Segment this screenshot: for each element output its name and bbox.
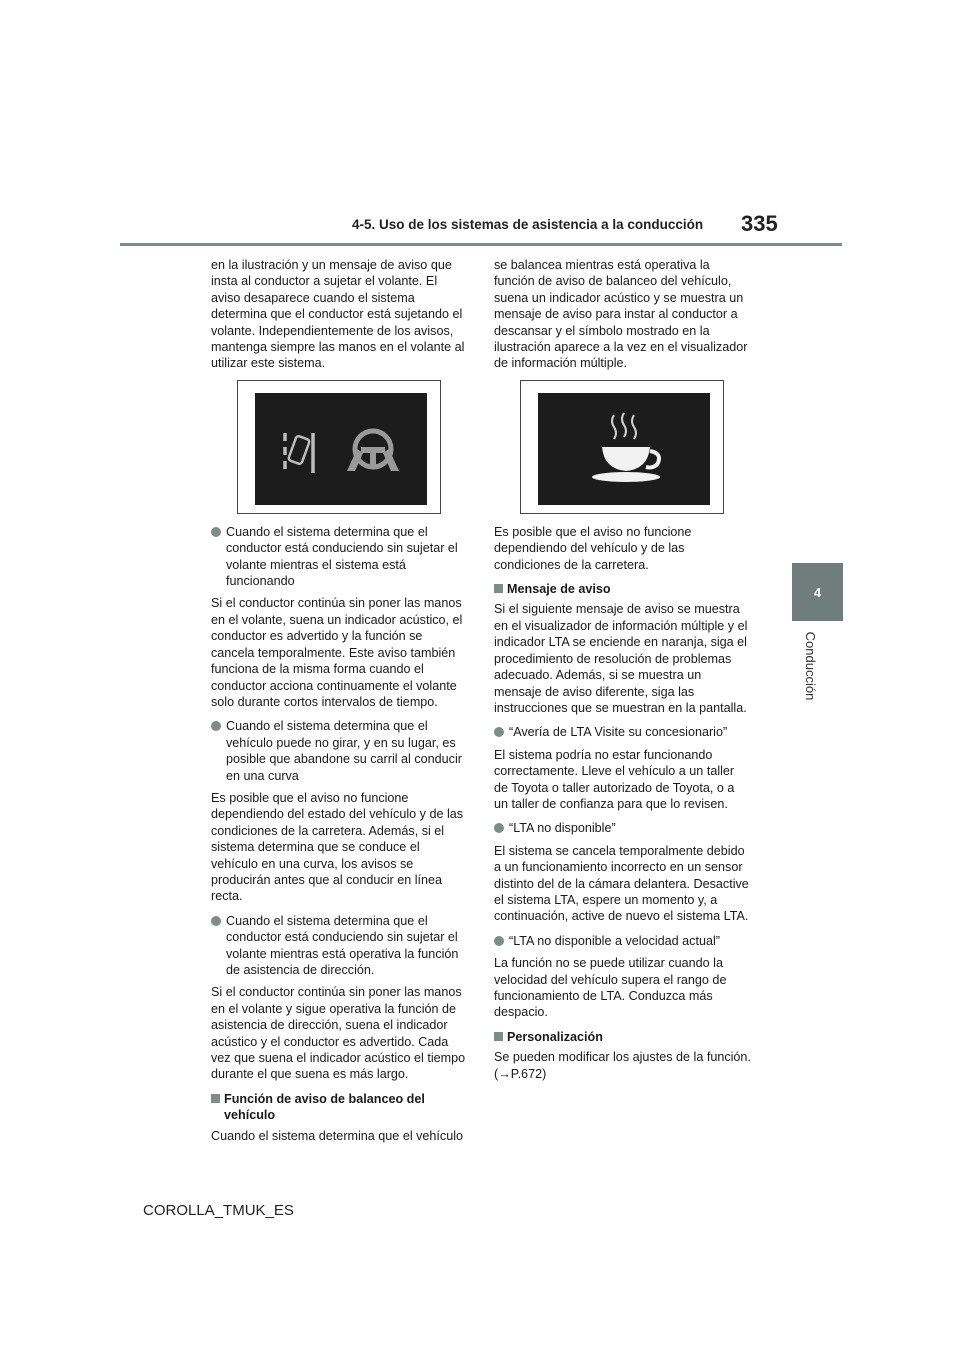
bullet-text: “LTA no disponible” [509,821,616,836]
paragraph: Es posible que el aviso no funcione dependiendo del vehículo y de las condiciones de la carretera. [494,524,692,572]
bullet-dot [211,721,221,731]
heading-text: Función de aviso de balanceo del vehículo [224,1091,425,1123]
section-title: 4-5. Uso de los sistemas de asistencia a la conducción [352,217,704,232]
bullet-text: Cuando el sistema determina que el conductor está conduciendo sin sujetar el volante mientras está operativa la función de asistencia de dirección. [226,913,459,977]
display-screen [255,393,427,505]
heading-square [211,1094,220,1103]
paragraph: Se pueden modificar los ajustes de la función. (→P.672) [494,1050,751,1081]
chapter-number: 4 [813,584,822,600]
paragraph: en la ilustración y un mensaje de aviso que insta al conductor a sujetar el volante. El aviso desaparece cuando el sistema determina que el conductor está sujetando el volante. Independientemente de los avisos, mantenga siempre las manos en el volante al utilizar este sistema. [211,258,465,371]
bullet-item [494,820,751,836]
bullet-item [494,724,751,740]
heading-text: Mensaje de aviso [507,582,611,597]
section-heading [494,581,751,597]
header-rule [120,243,842,246]
section-heading [211,1091,468,1124]
coffee-cup-icon [592,413,660,482]
display-screen [538,393,710,505]
paragraph: Si el conductor continúa sin poner las manos en el volante y sigue operativa la función de asistencia de dirección, suena el indicador acústico y el conductor es advertido. Cada vez que suena el indicador acústico el tiempo durante el que suena es más largo. [211,985,466,1082]
chapter-tab [792,563,843,621]
heading-text: Personalización [507,1029,603,1044]
bullet-item [494,933,751,949]
bullet-text: Cuando el sistema determina que el vehículo puede no girar, y en su lugar, es posible que abandone su carril al conducir en una curva [226,719,462,783]
paragraph: Es posible que el aviso no funcione dependiendo del estado del vehículo y de las condiciones de la carretera. Además, si el sistema determina que se conduce el vehículo en una curva, los avisos se producirán antes que al conducir en línea recta. [211,790,464,904]
page-number: 335 [741,211,778,236]
bullet-dot [211,916,221,926]
paragraph: Si el conductor continúa sin poner las manos en el volante, suena un indicador acústico, el conductor es advertido y la función se cancela temporalmente. Este aviso también funciona de la misma forma cuando el conductor acciona continuamente el volante solo durante cortos intervalos de tiempo. [211,596,463,709]
heading-square [494,584,503,593]
model-code: COROLLA_TMUK_ES [143,1202,294,1219]
bullet-dot [494,936,504,946]
paragraph: El sistema podría no estar funcionando correctamente. Lleve el vehículo a un taller de Toyota o taller autorizado de Toyota, o a un taller de confianza para que lo revisen. [494,747,735,811]
paragraph: La función no se puede utilizar cuando la velocidad del vehículo supera el rango de funcionamiento de LTA. Conduzca más despacio. [494,956,727,1020]
figure-rest-warning [520,380,724,514]
heading-square [494,1032,503,1041]
left-column [211,257,468,1152]
paragraph: se balancea mientras está operativa la función de aviso de balanceo del vehículo, suena un indicador acústico y se muestra un mensaje de aviso para instar al conductor a descansar y el símbolo mostrado en la ilustración aparece a la vez en el visualizador de información múltiple. [494,258,748,371]
paragraph: Si el siguiente mensaje de aviso se muestra en el visualizador de información múltiple y el indicador LTA se enciende en naranja, siga el procedimiento de resolución de problemas adecuado. Además, si se muestra un mensaje de aviso diferente, siga las instrucciones que se muestran en la pantalla. [494,602,748,715]
bullet-item [211,718,468,784]
bullet-dot [494,727,504,737]
right-column [494,257,751,1090]
bullet-text: Cuando el sistema determina que el conductor está conduciendo sin sujetar el volante mientras el sistema está funcionando [226,524,458,589]
section-heading [494,1029,751,1045]
lane-departure-icon [285,433,313,473]
steering-wheel-hands-icon [347,431,399,471]
paragraph: El sistema se cancela temporalmente debido a un funcionamiento incorrecto en un sensor distinto del de la cámara delantera. Desactive el sistema LTA, espere un momento y, a continuación, active de nuevo el sistema LTA. [494,843,749,924]
bullet-text: “LTA no disponible a velocidad actual” [509,933,720,948]
bullet-text: “Avería de LTA Visite su concesionario” [509,725,728,740]
bullet-item [211,524,468,590]
chapter-label: Conducción [803,631,818,701]
paragraph: Cuando el sistema determina que el vehículo [211,1128,464,1143]
bullet-dot [211,527,221,537]
bullet-item [211,913,468,979]
figure-lane-hands-warning [237,380,441,514]
bullet-dot [494,823,504,833]
